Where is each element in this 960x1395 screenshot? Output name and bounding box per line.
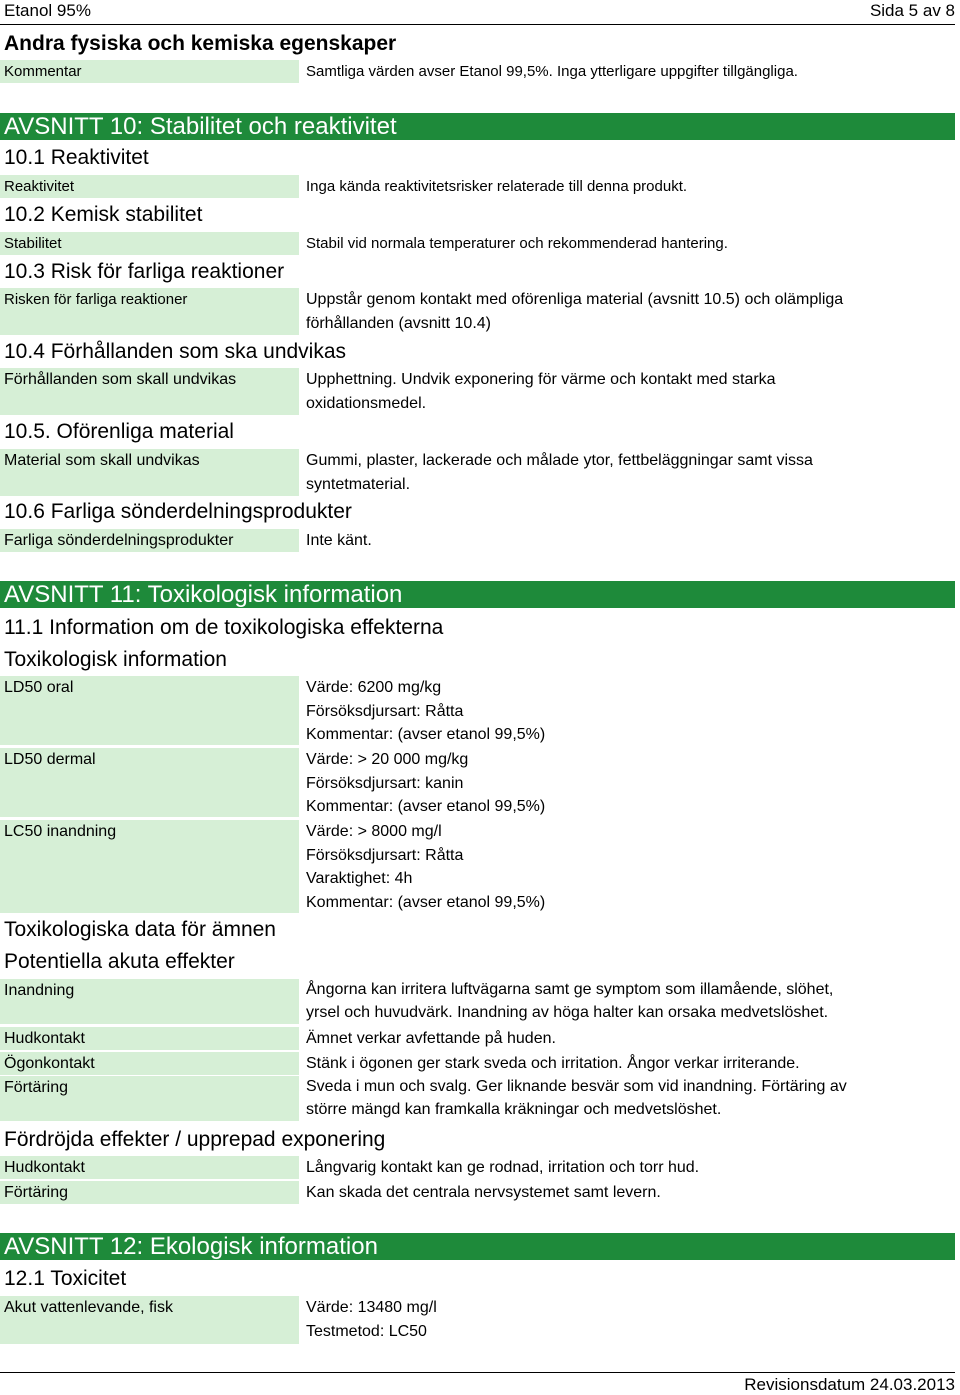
heading-10-5: 10.5. Oförenliga material: [4, 420, 234, 443]
value-line: Kan skada det centrala nervsystemet samt levern.: [306, 1184, 661, 1201]
row-value: [306, 748, 955, 819]
value-line: Försöksdjursart: kanin: [306, 774, 464, 792]
value-line: förhållanden (avsnitt 10.4): [306, 314, 491, 332]
row-label: LD50 oral: [0, 676, 299, 745]
value-line: Inga kända reaktivitetsrisker relaterade till denna produkt.: [306, 178, 688, 195]
revision-date: Revisionsdatum 24.03.2013: [744, 1375, 955, 1394]
value-line: Upphettning. Undvik exponering för värme och kontakt med starka: [306, 371, 776, 388]
heading-other-properties: Andra fysiska och kemiska egenskaper: [4, 32, 397, 55]
row-label: Förtäring: [0, 1076, 299, 1121]
heading-10-1: 10.1 Reaktivitet: [4, 146, 149, 169]
row-value: [306, 1076, 955, 1121]
page-header: [0, 0, 955, 25]
row-value: [306, 368, 955, 415]
heading-tox-data: Toxikologiska data för ämnen: [4, 918, 276, 941]
value-line: Värde: 13480 mg/l: [306, 1299, 437, 1316]
value-line: Inte känt.: [306, 532, 372, 549]
value-line: Varaktighet: 4h: [306, 870, 413, 887]
row-value: [306, 1052, 955, 1076]
value-line: oxidationsmedel.: [306, 394, 427, 412]
section-12-band: AVSNITT 12: Ekologisk information: [0, 1233, 955, 1260]
row-label: Reaktivitet: [0, 175, 299, 198]
row-value: [306, 979, 955, 1024]
value-line: Långvarig kontakt kan ge rodnad, irritation och torr hud.: [306, 1159, 700, 1176]
heading-delayed-effects: Fördröjda effekter / upprepad exponering: [4, 1128, 386, 1151]
row-label: Förtäring: [0, 1181, 299, 1204]
row-label: Hudkontakt: [0, 1156, 299, 1179]
row-label: Inandning: [0, 979, 299, 1024]
row-value: [306, 449, 955, 496]
value-line: Gummi, plaster, lackerade och målade ytor, fettbeläggningar samt vissa: [306, 452, 813, 469]
heading-11-1: 11.1 Information om de toxikologiska effekterna: [4, 616, 444, 639]
heading-10-6: 10.6 Farliga sönderdelningsprodukter: [4, 500, 352, 523]
row-label: Stabilitet: [0, 232, 299, 255]
value-line: Stabil vid normala temperaturer och rekommenderad hantering.: [306, 235, 728, 252]
row-value: [306, 1296, 955, 1343]
row-value: [306, 232, 955, 256]
value-line: Sveda i mun och svalg. Ger liknande besvär som vid inandning. Förtäring av: [306, 1078, 847, 1095]
row-value: [306, 288, 955, 335]
row-label: LC50 inandning: [0, 820, 299, 913]
section-10-band: AVSNITT 10: Stabilitet och reaktivitet: [0, 113, 955, 140]
heading-10-4: 10.4 Förhållanden som ska undvikas: [4, 340, 347, 363]
row-value: [306, 175, 955, 199]
row-label: Material som skall undvikas: [0, 449, 299, 496]
value-line: Försöksdjursart: Råtta: [306, 846, 464, 864]
row-label: Hudkontakt: [0, 1027, 299, 1050]
value-line: Kommentar: (avser etanol 99,5%): [306, 893, 546, 911]
section-11-band: AVSNITT 11: Toxikologisk information: [0, 581, 955, 608]
value-line: Testmetod: LC50: [306, 1322, 427, 1340]
row-value: [306, 1156, 955, 1180]
value-line: Värde: 6200 mg/kg: [306, 679, 442, 696]
value-line: Kommentar: (avser etanol 99,5%): [306, 726, 546, 743]
row-value: [306, 529, 955, 553]
row-value: [306, 1181, 955, 1205]
value-line: Ångorna kan irritera luftvägarna samt ge symptom som illamående, slöhet,: [306, 981, 834, 998]
row-value: [306, 60, 955, 84]
page-footer: [0, 1372, 955, 1394]
value-line: Försöksdjursart: Råtta: [306, 702, 464, 720]
row-label: Risken för farliga reaktioner: [0, 288, 299, 335]
heading-10-3: 10.3 Risk för farliga reaktioner: [4, 260, 285, 283]
row-label: LD50 dermal: [0, 748, 299, 817]
value-line: Ämnet verkar avfettande på huden.: [306, 1030, 556, 1047]
heading-tox-info: Toxikologisk information: [4, 648, 227, 671]
page-number: Sida 5 av 8: [869, 1, 955, 20]
value-line: större mängd kan framkalla kräkningar och medvetslöshet.: [306, 1100, 722, 1118]
value-line: Uppstår genom kontakt med oförenliga material (avsnitt 10.5) och olämpliga: [306, 291, 844, 308]
value-line: Värde: > 8000 mg/l: [306, 823, 442, 840]
row-label: Farliga sönderdelningsprodukter: [0, 529, 299, 552]
row-label: Akut vattenlevande, fisk: [0, 1296, 299, 1344]
heading-12-1: 12.1 Toxicitet: [4, 1267, 127, 1290]
heading-10-2: 10.2 Kemisk stabilitet: [4, 203, 203, 226]
row-label: Kommentar: [0, 60, 299, 83]
value-line: Stänk i ögonen ger stark sveda och irritation. Ångor verkar irriterande.: [306, 1055, 800, 1072]
product-name: Etanol 95%: [4, 1, 91, 20]
row-value: [306, 1027, 955, 1051]
row-value: [306, 676, 955, 747]
value-line: yrsel och huvudvärk. Inandning av höga halter kan orsaka medvetslöshet.: [306, 1003, 829, 1021]
heading-acute-effects: Potentiella akuta effekter: [4, 950, 235, 973]
row-label: Förhållanden som skall undvikas: [0, 368, 299, 415]
value-line: Samtliga värden avser Etanol 99,5%. Inga ytterligare uppgifter tillgängliga.: [306, 63, 798, 80]
row-value: [306, 820, 955, 914]
value-line: syntetmaterial.: [306, 475, 411, 493]
value-line: Kommentar: (avser etanol 99,5%): [306, 798, 546, 815]
value-line: Värde: > 20 000 mg/kg: [306, 751, 469, 768]
row-label: Ögonkontakt: [0, 1052, 299, 1075]
